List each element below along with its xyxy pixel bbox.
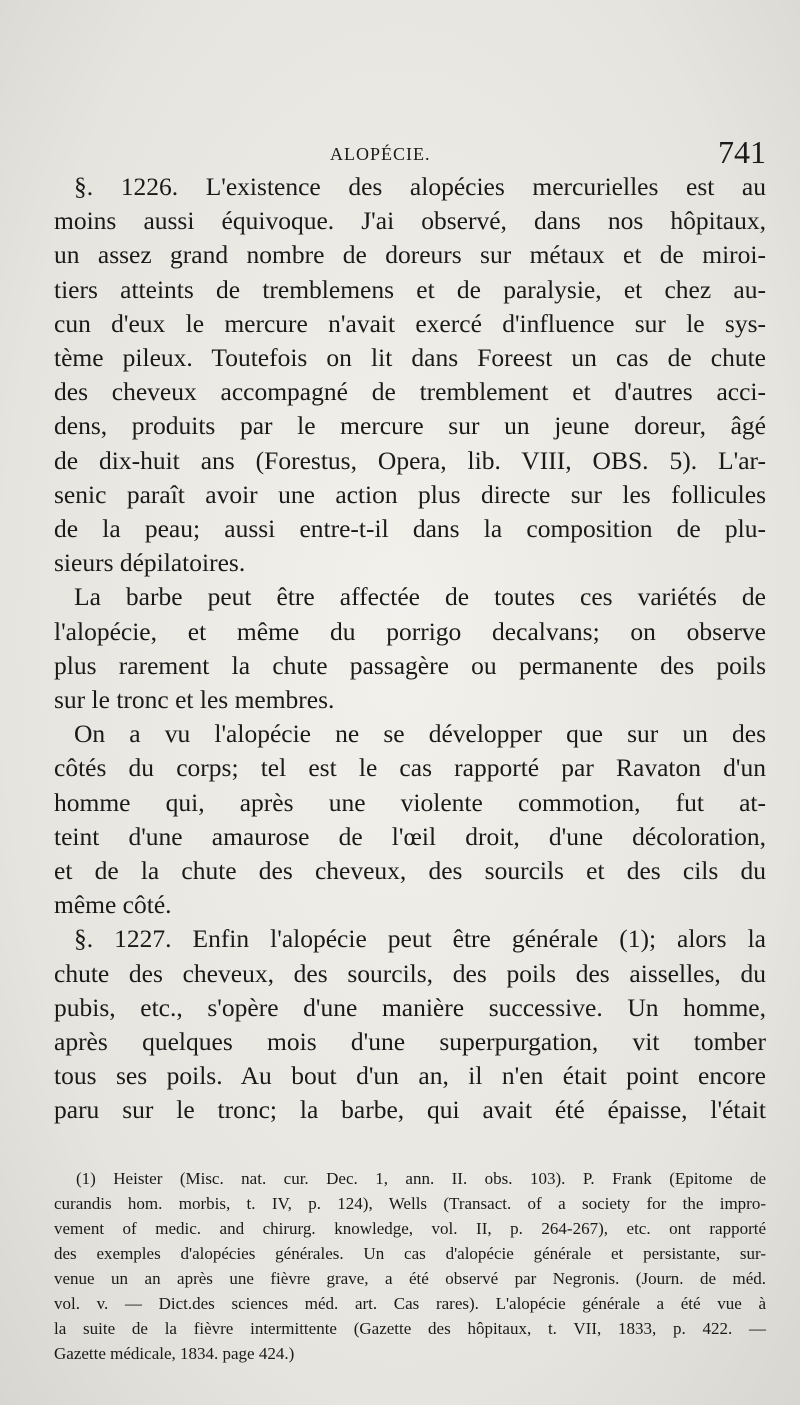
text-line: même côté. [54, 890, 172, 920]
footnote-line: des exemples d'alopécies générales. Un cas d'alopécie générale et persistante, sur- [54, 1244, 766, 1263]
text-line: tiers atteints de tremblemens et de paralysie, et chez au- [54, 274, 766, 304]
running-title: ALOPÉCIE. [330, 144, 431, 164]
text-line: sur le tronc et les membres. [54, 685, 335, 715]
text-line: tème pileux. Toutefois on lit dans Foreest un cas de chute [54, 343, 766, 373]
text-line: pubis, etc., s'opère d'une manière successive. Un homme, [54, 992, 766, 1022]
text-line: senic paraît avoir une action plus directe sur les follicules [54, 479, 766, 509]
text-line: tous ses poils. Au bout d'un an, il n'en était point encore [54, 1061, 766, 1091]
footnote-line: curandis hom. morbis, t. IV, p. 124), Wells (Transact. of a society for the impro- [54, 1194, 766, 1213]
text-line: de la peau; aussi entre-t-il dans la composition de plu- [54, 514, 766, 544]
text-line: On a vu l'alopécie ne se développer que sur un des [74, 719, 766, 749]
footnote-line: la suite de la fièvre intermittente (Gazette des hôpitaux, t. VII, 1833, p. 422. — [54, 1319, 766, 1338]
footnote-line: Gazette médicale, 1834. page 424.) [54, 1344, 295, 1363]
text-line: l'alopécie, et même du porrigo decalvans; on observe [54, 616, 766, 646]
page-number: 741 [718, 134, 766, 170]
text-line: paru sur le tronc; la barbe, qui avait été épaisse, l'était [54, 1095, 766, 1125]
body-text [54, 170, 766, 1128]
text-line: §. 1226. L'existence des alopécies mercurielles est au [74, 172, 766, 201]
text-line: homme qui, après une violente commotion, fut at- [54, 787, 766, 817]
text-line: sieurs dépilatoires. [54, 548, 246, 578]
text-line: de dix-huit ans (Forestus, Opera, lib. VIII, OBS. 5). L'ar- [54, 445, 766, 475]
text-line: plus rarement la chute passagère ou permanente des poils [54, 650, 766, 680]
text-line: des cheveux accompagné de tremblement et d'autres acci- [54, 377, 766, 407]
text-line: cun d'eux le mercure n'avait exercé d'influence sur le sys- [54, 308, 766, 338]
text-line: côtés du corps; tel est le cas rapporté par Ravaton d'un [54, 753, 766, 783]
text-line: teint d'une amaurose de l'œil droit, d'une décoloration, [54, 821, 766, 851]
footnotes [54, 1166, 766, 1366]
text-line: après quelques mois d'une superpurgation, vit tomber [54, 1027, 766, 1057]
text-line: dens, produits par le mercure sur un jeune doreur, âgé [54, 411, 766, 441]
text-line: chute des cheveux, des sourcils, des poils des aisselles, du [54, 958, 766, 988]
footnote-line: venue un an après une fièvre grave, a été observé par Negronis. (Journ. de méd. [54, 1269, 766, 1288]
text-line: §. 1227. Enfin l'alopécie peut être générale (1); alors la [74, 924, 766, 954]
text-line: un assez grand nombre de doreurs sur métaux et de miroi- [54, 240, 766, 270]
footnote-line: vement of medic. and chirurg. knowledge, vol. II, p. 264-267), etc. ont rapporté [54, 1219, 766, 1238]
footnote-line: vol. v. — Dict.des sciences méd. art. Cas rares). L'alopécie générale a été vue à [54, 1294, 766, 1313]
footnote-line: (1) Heister (Misc. nat. cur. Dec. 1, ann. II. obs. 103). P. Frank (Epitome de [76, 1169, 766, 1188]
text-line: et de la chute des cheveux, des sourcils et des cils du [54, 856, 766, 886]
text-line: La barbe peut être affectée de toutes ces variétés de [74, 582, 766, 612]
text-line: moins aussi équivoque. J'ai observé, dans nos hôpitaux, [54, 206, 766, 236]
